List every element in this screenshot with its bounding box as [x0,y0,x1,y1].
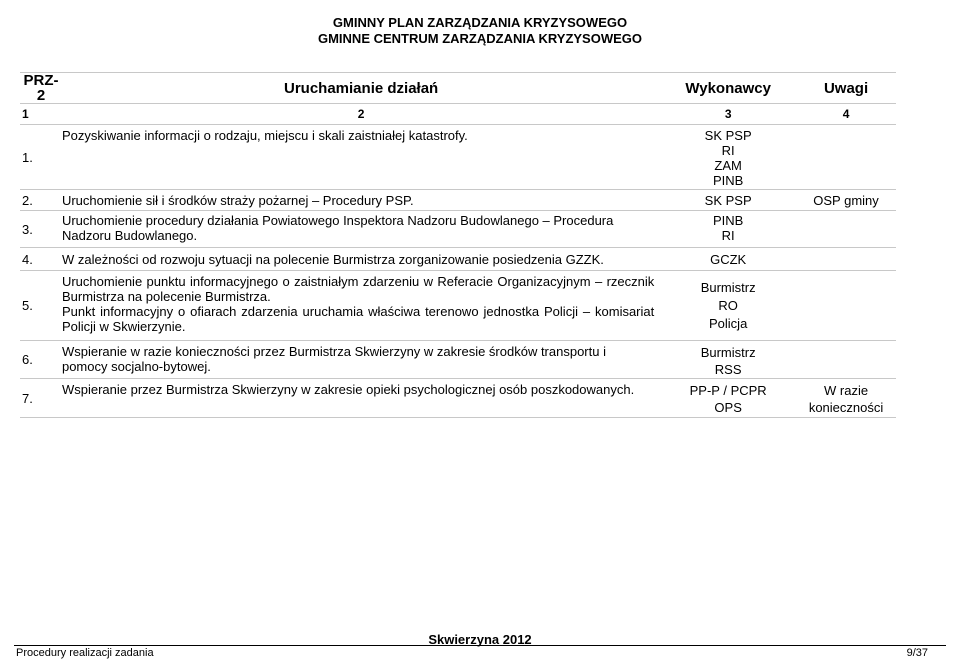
page-number: 9/37 [906,647,928,659]
col-header-notes: Uwagi [823,79,869,97]
col-header-code: PRZ-2 [23,72,59,104]
footer-section-name: Procedury realizacji zadania [16,647,154,659]
row-number: 4. [22,251,33,267]
row-notes [796,125,896,190]
executor: RI [721,143,735,158]
row-number: 6. [22,352,33,367]
row-number: 1. [22,149,33,165]
row-notes: OSP gminy [813,192,879,208]
row-description: W zależności od rozwoju sytuacji na polecenie Burmistrza zorganizowanie posiedzenia GZZK. [61,251,604,267]
executor: PP-P / PCPR [689,383,767,398]
col-number: 1 [22,106,29,121]
executor: SK PSP [704,192,752,208]
row-description [62,271,660,341]
row-description: Wspieranie w razie konieczności przez Burmistrza Skwierzyny w zakresie środków transportu i pomocy socjalno-bytowej. [61,344,606,374]
row-number: 5. [22,298,33,313]
row-number: 2. [22,192,33,208]
row-executors [660,248,796,271]
row-description: Uruchomienie procedury działania Powiatowego Inspektora Nadzoru Budowlanego – Procedura Nadzoru Budowlanego. [61,213,614,243]
row-number: 3. [22,221,33,237]
row-notes [796,248,896,271]
col-header-executors: Wykonawcy [685,79,771,97]
document-subtitle: GMINNE CENTRUM ZARZĄDZANIA KRYZYSOWEGO [317,31,643,46]
row-executors [660,379,796,418]
row-executors [660,125,796,190]
executor: GCZK [710,251,747,267]
executor: Policja [709,315,748,331]
description-paragraph: Uruchomienie punktu informacyjnego o zaistniałym zdarzeniu w Referacie Organizacyjnym – rzecznik Burmistrza na polecenie Burmistrza. [61,274,655,304]
executor: ZAM [714,158,742,173]
executor: PINB [712,173,744,188]
row-notes: W razie konieczności [808,383,884,415]
col-number: 2 [357,106,365,121]
row-executors [660,341,796,379]
table-row [20,379,896,418]
row-executors [660,211,796,248]
executor: OPS [714,400,742,415]
executor: RSS [714,362,742,377]
row-executors [660,190,796,211]
executor: RI [721,228,735,243]
table-row [20,271,896,341]
row-notes [796,211,896,248]
procedure-table [20,72,896,418]
col-number: 3 [724,106,732,121]
row-executors [660,271,796,341]
row-notes [796,341,896,379]
executor: RO [718,297,738,313]
executor: SK PSP [704,128,752,143]
col-header-actions: Uruchamianie działań [284,79,439,97]
description-paragraph: Punkt informacyjny o ofiarach zdarzenia uruchamia właściwa terenowo jednostka Policji – komisariat Policji w Skwierzynie. [61,304,655,334]
table-row [20,341,896,379]
executor: PINB [712,213,744,228]
row-description: Uruchomienie sił i środków straży pożarnej – Procedury PSP. [61,192,414,208]
executor: Burmistrz [700,279,756,295]
table-row [20,248,896,271]
row-description: Wspieranie przez Burmistrza Skwierzyny w zakresie opieki psychologicznej osób poszkodowanych. [61,382,635,397]
document-title: GMINNY PLAN ZARZĄDZANIA KRYZYSOWEGO [332,15,628,30]
table-row [20,211,896,248]
row-number: 7. [22,390,33,406]
row-notes [796,271,896,341]
table-row [20,190,896,211]
table-row [20,125,896,190]
executor: Burmistrz [700,345,756,360]
footer-title: Skwierzyna 2012 [428,632,532,647]
row-description: Pozyskiwanie informacji o rodzaju, miejscu i skali zaistniałej katastrofy. [61,128,468,143]
col-number: 4 [842,106,850,121]
footer-divider [14,645,946,646]
